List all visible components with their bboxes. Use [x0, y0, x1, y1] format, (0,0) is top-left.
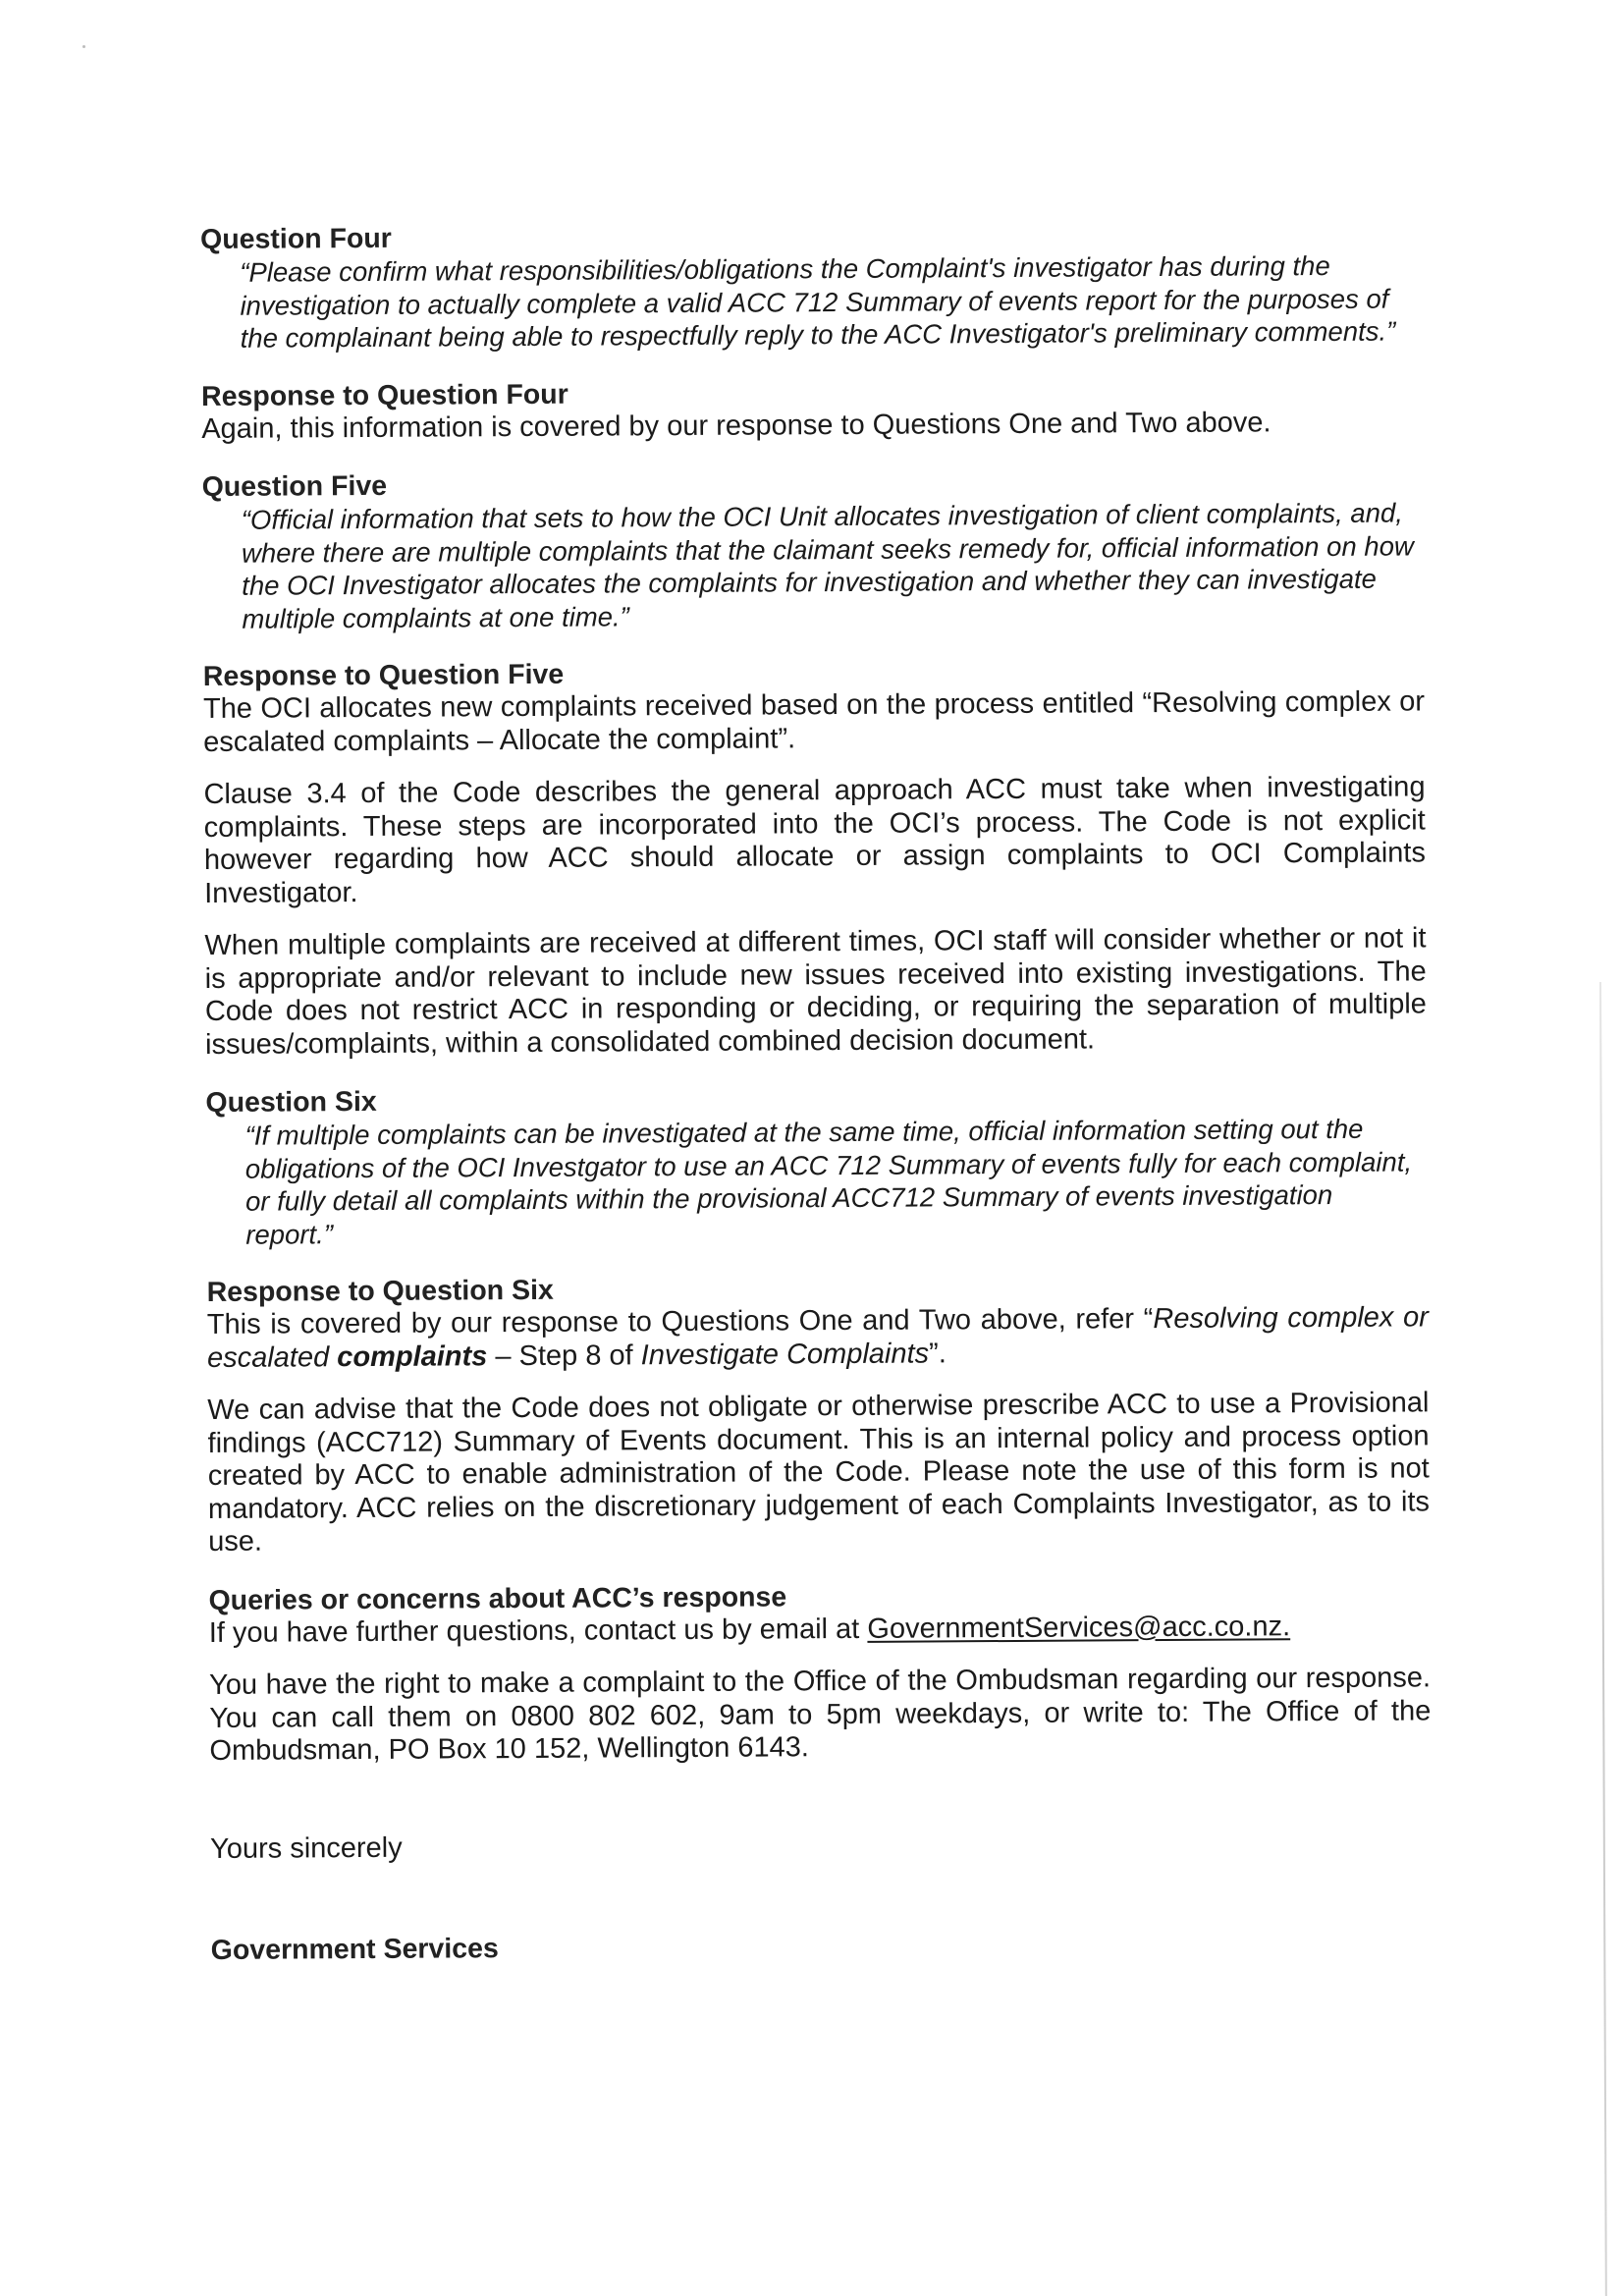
response-six-paragraph-1: [207, 1301, 1429, 1375]
question-six-section: [205, 1079, 1430, 1558]
queries-heading: Queries or concerns about ACC’s response: [208, 1580, 787, 1616]
scan-page-edge: [1599, 982, 1607, 2296]
closing-section: [210, 1826, 1433, 1967]
response-four-paragraph: Again, this information is covered by our response to Questions One and Two above.: [201, 406, 1271, 445]
response-six-heading: Response to Question Six: [206, 1274, 554, 1308]
process-title-italic: Resolving complex or escalated: [206, 1301, 1429, 1374]
question-six-heading: Question Six: [205, 1085, 377, 1119]
ombudsman-paragraph: You have the right to make a complaint to the Office of the Ombudsman regarding our response. You can call them on 0800 802 602, 9am to 5pm weekdays, or write to: The Office of the Ombudsman, PO Box 10 152, Wellington 6143.: [208, 1662, 1432, 1767]
process-title-bold: complaints: [337, 1339, 488, 1373]
question-six-quote: “If multiple complaints can be investigated at the same time, official information setting out the obligations of the OCI Investgator to use an ACC 712 Summary of events fully for each complaint, or fully detail all complaints within the provisional ACC712 Summary of events investigation report.”: [244, 1113, 1413, 1250]
signatory: Government Services: [210, 1933, 499, 1966]
response-five-paragraph-1: The OCI allocates new complaints received based on the process entitled “Resolving complex or escalated complaints – Allocate the complaint”.: [202, 685, 1426, 758]
question-five-section: [202, 464, 1428, 1062]
question-five-quote: “Official information that sets to how the OCI Unit allocates investigation of client complaints, and, where there are multiple complaints that the claimant seeks remedy for, official information on how the OCI Investigator allocates the complaints for investigation and whether they can investigate multiple complaints at one time.”: [241, 497, 1414, 634]
question-four-quote: “Please confirm what responsibilities/obligations the Complaint's investigator has during the investigation to actually complete a valid ACC 712 Summary of events report for the purposes of the complainant being able to respectfully reply to the ACC Investigator's preliminary comments.”: [240, 249, 1396, 354]
question-four-heading: Question Four: [200, 222, 392, 255]
salutation: Yours sincerely: [210, 1831, 403, 1865]
email-link[interactable]: GovernmentServices@acc.co.nz.: [867, 1610, 1291, 1645]
letter-body: [200, 216, 1433, 1967]
question-five-heading: Question Five: [201, 469, 388, 503]
investigate-complaints-italic: Investigate Complaints: [640, 1337, 930, 1371]
response-five-paragraph-3: When multiple complaints are received at different times, OCI staff will consider whether or not it is appropriate and/or relevant to include new issues received into existing investigations. The Code does not restrict ACC in responding or deciding, or requiring the separation of multiple issues/complaints, within a consolidated combined decision document.: [204, 922, 1427, 1061]
response-six-paragraph-2: We can advise that the Code does not obligate or otherwise prescribe ACC to use a Provisional findings (ACC712) Summary of Events document. This is an internal policy and process option created by ACC to enable administration of the Code. Please note the use of this form is not mandatory. ACC relies on the discretionary judgement of each Complaints Investigator, as to its use.: [207, 1387, 1431, 1558]
scan-speck: [82, 45, 85, 48]
response-five-paragraph-2: Clause 3.4 of the Code describes the general approach ACC must take when investigating complaints. These steps are incorporated into the OCI’s process. The Code is not explicit however regarding how ACC should allocate or assign complaints to OCI Complaints Investigator.: [203, 771, 1427, 909]
response-five-heading: Response to Question Five: [202, 658, 565, 692]
contact-prefix: If you have further questions, contact us by email at: [208, 1613, 868, 1649]
question-four-section: [200, 216, 1423, 446]
queries-section: [208, 1577, 1431, 1769]
response-six-text-suffix: ”.: [929, 1337, 947, 1369]
response-four-heading: Response to Question Four: [200, 378, 568, 412]
response-six-text-middle: – Step 8 of: [487, 1339, 641, 1372]
response-six-text-prefix: This is covered by our response to Questions One and Two above, refer “: [206, 1303, 1154, 1340]
